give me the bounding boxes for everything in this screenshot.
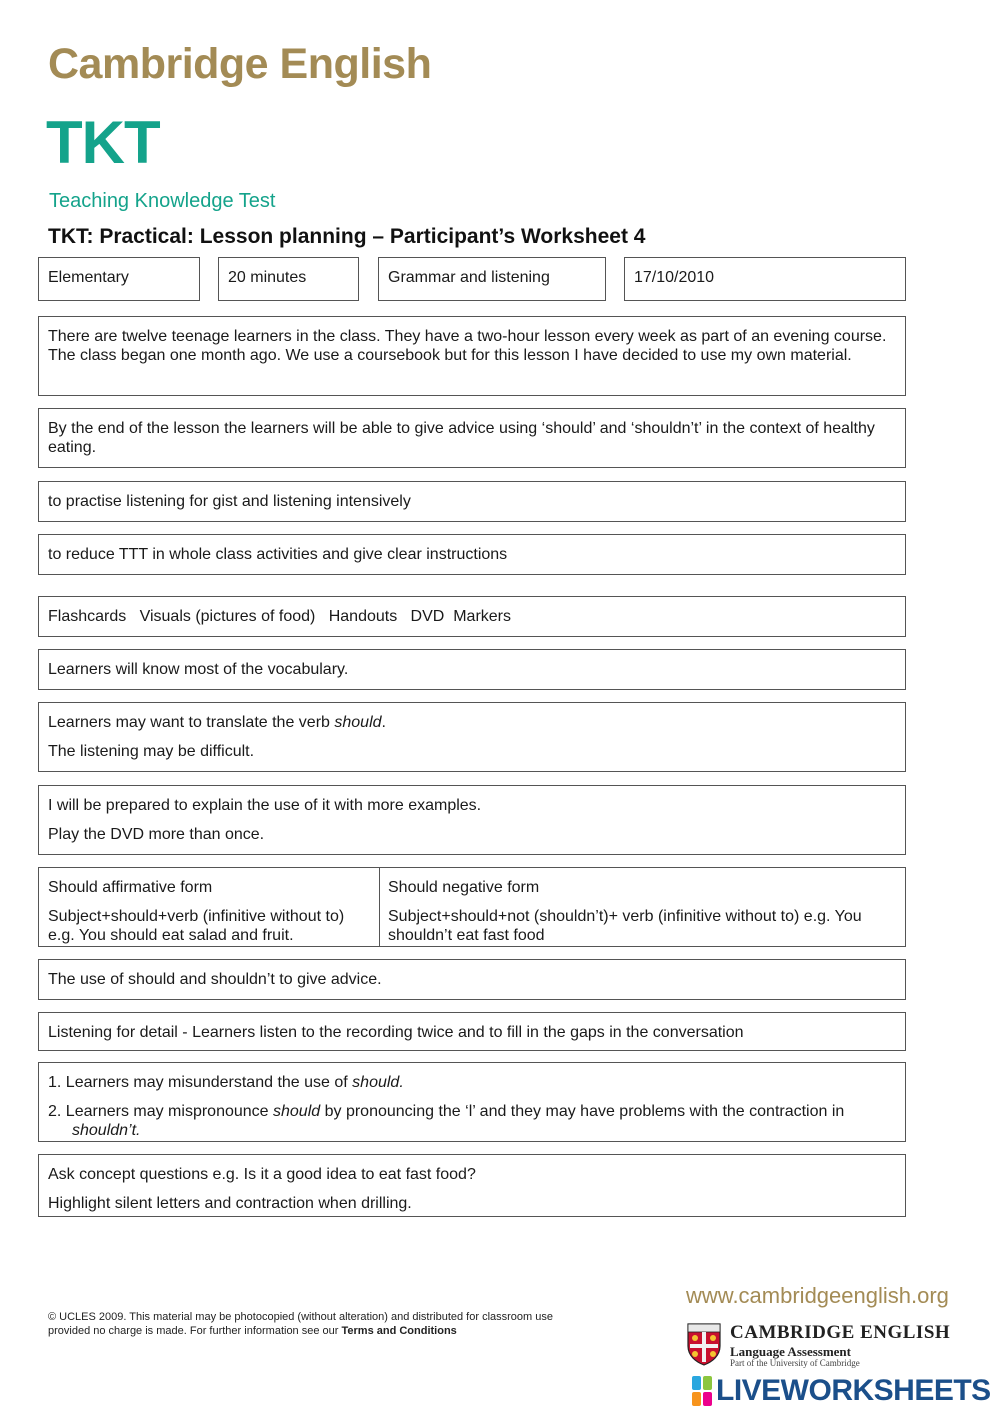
solution-line-2: Play the DVD more than once. bbox=[48, 826, 265, 843]
date-value: 17/10/2010 bbox=[634, 269, 715, 286]
subsidiary-aim-text: to practise listening for gist and listening intensively bbox=[48, 493, 411, 510]
function-text: The use of should and shouldn’t to give advice. bbox=[48, 971, 382, 988]
level-value: Elementary bbox=[48, 269, 129, 286]
negative-form-body: Subject+should+not (shouldn’t)+ verb (infinitive without to) e.g. You shouldn’t eat fast food bbox=[388, 908, 862, 944]
assumptions-box bbox=[38, 649, 906, 690]
university-text: Part of the University of Cambridge bbox=[730, 1358, 860, 1368]
copyright-text: © UCLES 2009. This material may be photocopied (without alteration) and distributed for classroom use provided no charge is made. For further information see our bbox=[48, 1311, 553, 1337]
page-title: TKT: Practical: Lesson planning – Participant’s Worksheet 4 bbox=[48, 225, 646, 248]
personal-aim-box bbox=[38, 534, 906, 575]
problems-box bbox=[38, 702, 906, 772]
problem-line-1-text: Learners may want to translate the verb bbox=[48, 714, 335, 731]
materials-box bbox=[38, 596, 906, 637]
personal-aim-text: to reduce TTT in whole class activities and give clear instructions bbox=[48, 546, 508, 563]
website-link[interactable]: www.cambridgeenglish.org bbox=[686, 1283, 949, 1308]
product-logo: TKT bbox=[46, 109, 160, 176]
liveworksheets-wordmark[interactable]: LIVEWORKSHEETS bbox=[716, 1374, 991, 1407]
product-full-name: Teaching Knowledge Test bbox=[49, 190, 276, 212]
problem-line-2: The listening may be difficult. bbox=[48, 743, 255, 760]
main-aim-text: By the end of the lesson the learners will be able to give advice using ‘should’ and ‘shouldn’t’ in the context of healthy eating. bbox=[48, 420, 875, 456]
anticipated-item-2-emphasis-2: shouldn’t. bbox=[72, 1122, 141, 1139]
anticipated-item-1-emphasis: should. bbox=[352, 1074, 404, 1091]
language-assessment-text: Language Assessment bbox=[730, 1344, 851, 1359]
main-aim-box bbox=[38, 408, 906, 468]
affirmative-form-body: Subject+should+verb (infinitive without to) e.g. You should eat salad and fruit. bbox=[48, 908, 345, 944]
anticipated-item-2-text: 2. Learners may mispronounce bbox=[48, 1103, 273, 1120]
problem-line-1-end: . bbox=[381, 714, 386, 731]
level-field bbox=[38, 257, 200, 301]
class-profile-text: There are twelve teenage learners in the class. They have a two-hour lesson every week as part of an evening course. The class began one month ago. We use a coursebook but for this lesson I have decided to use my own material. bbox=[48, 328, 887, 364]
brand-logo-text: Cambridge English bbox=[48, 40, 432, 88]
skills-text: Listening for detail - Learners listen to the recording twice and to fill in the gaps in the conversation bbox=[48, 1024, 744, 1041]
anticipated-item-2 bbox=[48, 1102, 896, 1140]
cambridge-english-wordmark: CAMBRIDGE ENGLISH bbox=[730, 1322, 951, 1343]
strategies-box bbox=[38, 1154, 906, 1217]
cambridge-crest-icon bbox=[686, 1322, 722, 1366]
anticipated-item-1 bbox=[48, 1073, 896, 1092]
subsidiary-aim-box bbox=[38, 481, 906, 522]
solutions-box bbox=[38, 785, 906, 855]
skills-box bbox=[38, 1012, 906, 1051]
class-profile-box bbox=[38, 316, 906, 396]
duration-field bbox=[218, 257, 359, 301]
affirmative-form-cell bbox=[48, 878, 368, 945]
anticipated-item-2-middle: by pronouncing the ‘l’ and they may have problems with the contraction in bbox=[320, 1103, 845, 1120]
terms-link[interactable]: Terms and Conditions bbox=[341, 1325, 457, 1337]
date-field bbox=[624, 257, 906, 301]
solution-line-1: I will be prepared to explain the use of it with more examples. bbox=[48, 797, 482, 814]
forms-box bbox=[38, 867, 906, 947]
anticipated-box bbox=[38, 1062, 906, 1142]
liveworksheets-logo-icon bbox=[692, 1376, 712, 1406]
strategy-line-1: Ask concept questions e.g. Is it a good idea to eat fast food? bbox=[48, 1166, 476, 1183]
negative-form-title: Should negative form bbox=[388, 879, 540, 896]
anticipated-item-1-text: 1. Learners may misunderstand the use of bbox=[48, 1074, 353, 1091]
materials-text: Flashcards Visuals (pictures of food) Handouts DVD Markers bbox=[48, 608, 511, 625]
focus-value: Grammar and listening bbox=[388, 269, 550, 286]
assumptions-text: Learners will know most of the vocabulary. bbox=[48, 661, 349, 678]
anticipated-item-2-emphasis-1: should bbox=[273, 1103, 321, 1120]
focus-field bbox=[378, 257, 606, 301]
duration-value: 20 minutes bbox=[228, 269, 307, 286]
strategy-line-2: Highlight silent letters and contraction when drilling. bbox=[48, 1195, 412, 1212]
negative-form-cell bbox=[388, 878, 893, 945]
problem-line-1-emphasis: should bbox=[334, 714, 382, 731]
affirmative-form-title: Should affirmative form bbox=[48, 879, 213, 896]
function-box bbox=[38, 959, 906, 1000]
forms-column-divider bbox=[379, 868, 380, 946]
copyright-notice bbox=[48, 1310, 588, 1338]
problem-line-1 bbox=[48, 713, 896, 732]
